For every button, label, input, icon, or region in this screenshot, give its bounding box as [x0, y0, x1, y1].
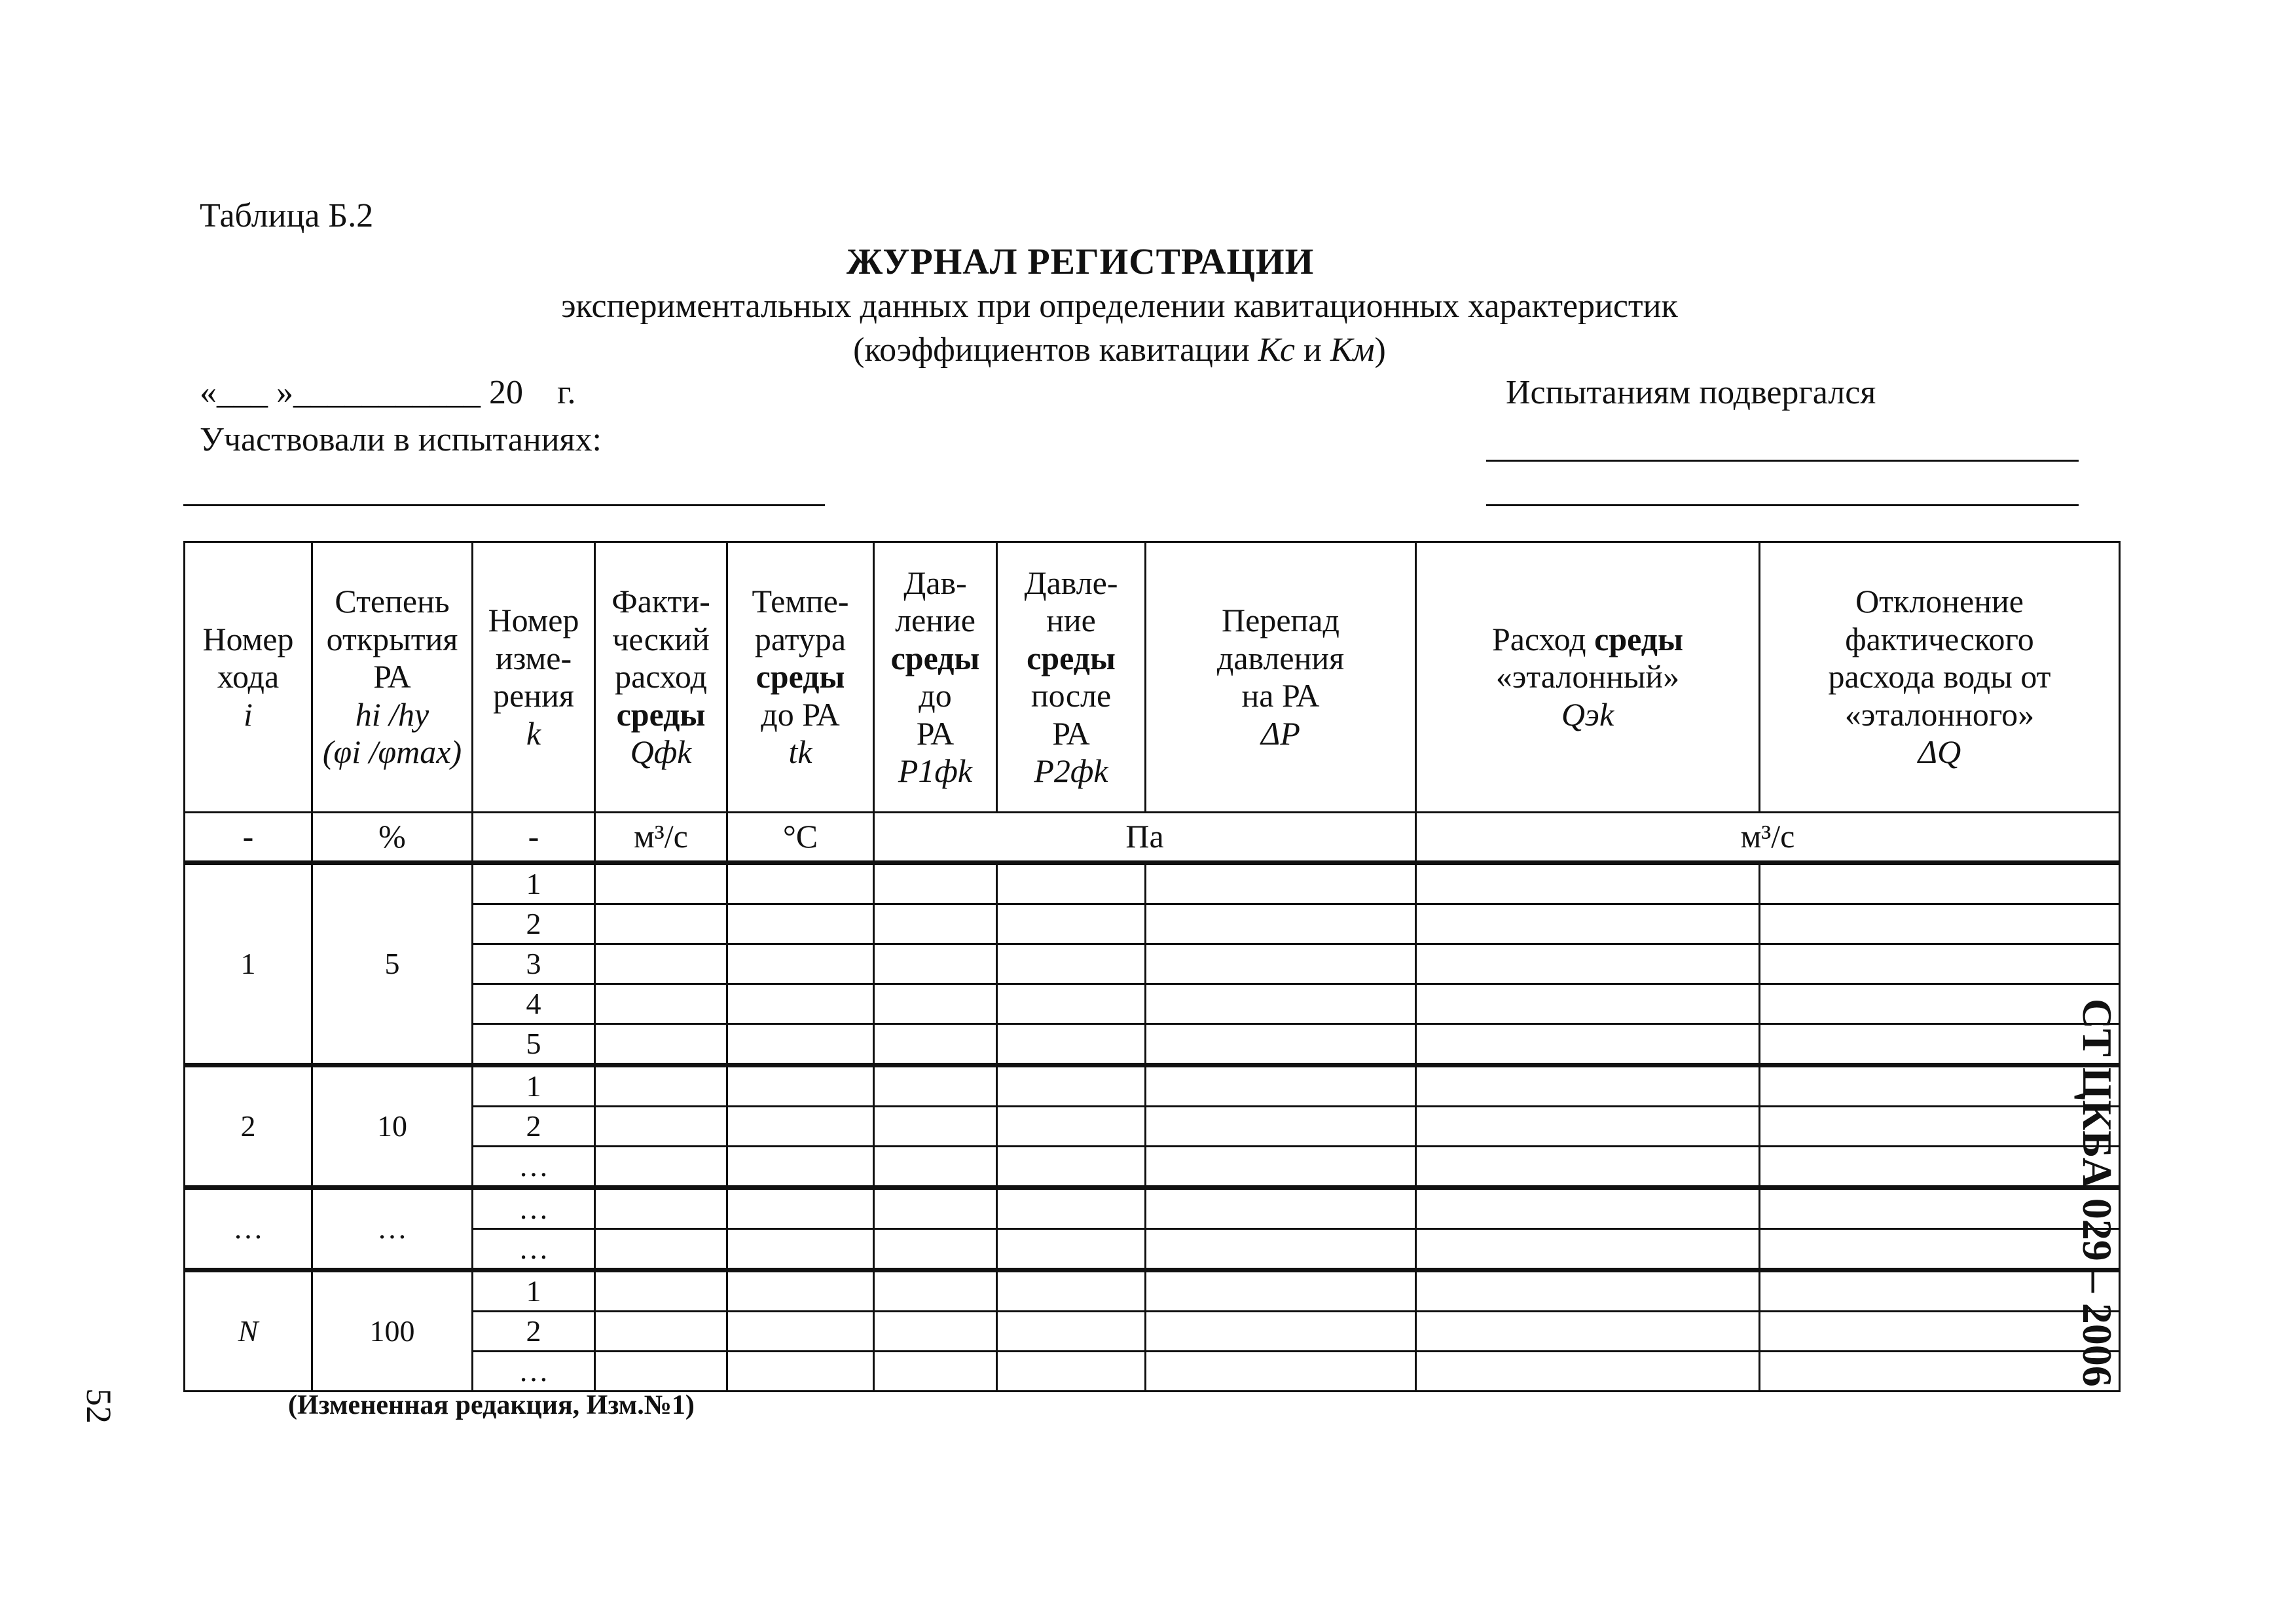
table-row [185, 1312, 2120, 1352]
unit-cell: - [185, 813, 312, 862]
col-pressure-before: Дав- ление среды до РА P1фk [874, 542, 997, 813]
km-symbol: Км [1330, 331, 1375, 369]
subtitle-suffix: ) [1374, 331, 1386, 369]
table-row [185, 1147, 2120, 1187]
kc-symbol: Кс [1258, 331, 1295, 369]
measurement-cell: 1 [473, 864, 595, 904]
table-row [185, 1272, 2120, 1312]
run-number-cell: 1 [185, 864, 312, 1065]
document-subtitle: экспериментальных данных при определении кавитационных характеристик [561, 287, 1678, 325]
registration-journal-table [183, 541, 2121, 1392]
measurement-cell: 1 [473, 1272, 595, 1312]
opening-cell: 5 [312, 864, 473, 1065]
col-reference-flow: Расход среды «эталонный» Qэk [1416, 542, 1760, 813]
table-row [185, 1024, 2120, 1065]
subtitle-and: и [1303, 331, 1322, 369]
unit-cell: м³/с [595, 813, 727, 862]
table-row [185, 1067, 2120, 1107]
measurement-cell: 4 [473, 984, 595, 1024]
measurement-cell: … [473, 1352, 595, 1392]
opening-cell: 10 [312, 1067, 473, 1187]
subtitle-prefix: (коэффициентов кавитации [853, 331, 1250, 369]
document-title: ЖУРНАЛ РЕГИСТРАЦИИ [846, 242, 1315, 282]
table-row [185, 1107, 2120, 1147]
col-measurement-number: Номер изме- рения k [473, 542, 595, 813]
measurement-cell: … [473, 1189, 595, 1229]
measurement-cell: 2 [473, 904, 595, 944]
revision-note: (Измененная редакция, Изм.№1) [288, 1390, 695, 1420]
table-row [185, 944, 2120, 984]
unit-cell-pressure: Па [874, 813, 1416, 862]
participants-label: Участвовали в испытаниях: [200, 421, 602, 458]
participants-blank-line [183, 504, 825, 506]
col-pressure-after: Давле- ние среды после РА P2фk [997, 542, 1146, 813]
col-run-number: Номер хода i [185, 542, 312, 813]
col-actual-flow: Факти- ческий расход среды Qфk [595, 542, 727, 813]
measurement-cell: … [473, 1147, 595, 1187]
unit-cell: - [473, 813, 595, 862]
measurement-cell: 5 [473, 1024, 595, 1065]
col-flow-deviation: Отклонение фактического расхода воды от «эталонного» ΔQ [1760, 542, 2120, 813]
date-field: «___ »___________ 20 г. [200, 374, 576, 411]
col-pressure-drop: Перепад давления на РА ΔP [1146, 542, 1416, 813]
measurement-cell: 1 [473, 1067, 595, 1107]
unit-cell: °С [727, 813, 874, 862]
run-number-cell: 2 [185, 1067, 312, 1187]
col-temperature: Темпе- ратура среды до РА tk [727, 542, 874, 813]
tested-object-label: Испытаниям подвергался [1506, 374, 1876, 411]
tested-object-blank-line-1 [1486, 460, 2079, 462]
unit-cell-flow: м³/с [1416, 813, 2120, 862]
tested-object-blank-line-2 [1486, 504, 2079, 506]
standard-code: СТ ЦКБА 029 – 2006 [2074, 999, 2121, 1387]
opening-cell: … [312, 1189, 473, 1270]
table-row [185, 1352, 2120, 1392]
table-row [185, 1229, 2120, 1270]
run-number-cell: … [185, 1189, 312, 1270]
table-label: Таблица Б.2 [200, 197, 374, 234]
unit-cell: % [312, 813, 473, 862]
header-row [185, 542, 2120, 813]
measurement-cell: 2 [473, 1107, 595, 1147]
measurement-cell: 3 [473, 944, 595, 984]
run-number-cell: N [185, 1272, 312, 1392]
measurement-cell: … [473, 1229, 595, 1270]
table-row [185, 904, 2120, 944]
col-opening-degree: Степень открытия РА hi /hy (φi /φmax) [312, 542, 473, 813]
table-row [185, 1189, 2120, 1229]
table-row [185, 864, 2120, 904]
measurement-cell: 2 [473, 1312, 595, 1352]
document-subtitle-coefficients [0, 331, 2239, 369]
page-number: 52 [79, 1388, 118, 1424]
units-row [185, 813, 2120, 862]
table-row [185, 984, 2120, 1024]
opening-cell: 100 [312, 1272, 473, 1392]
